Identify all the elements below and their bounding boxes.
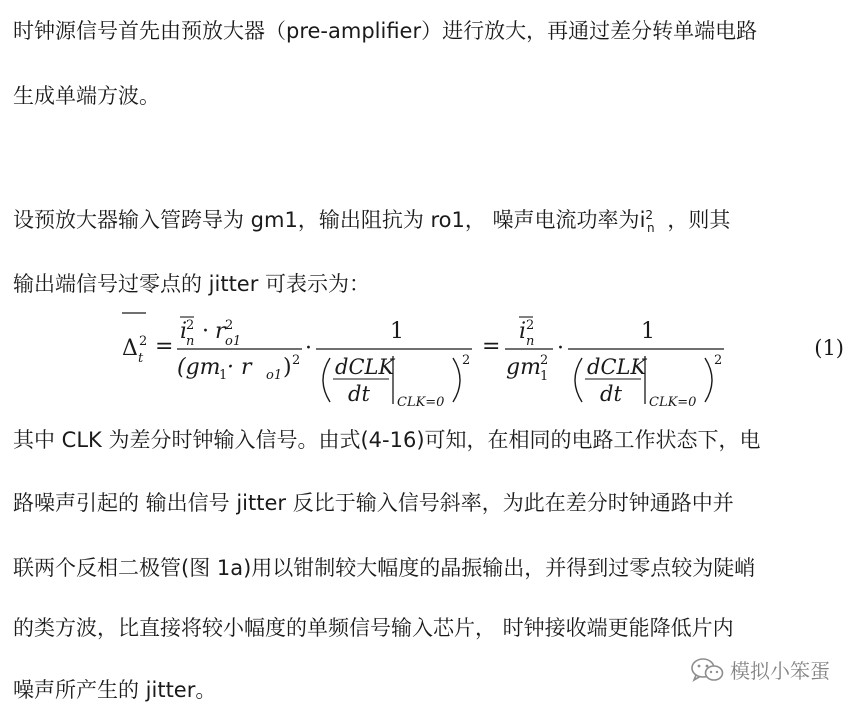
frac3-den-gm: gm — [506, 355, 541, 380]
frac2-sq: 2 — [462, 353, 471, 368]
frac1-num-sq: 2 — [186, 318, 195, 333]
equals-1: = — [155, 334, 174, 359]
paragraph-3-line-2: 路噪声引起的 输出信号 jitter 反比于输入信号斜率，为此在差分时钟通路中并 — [13, 491, 734, 515]
frac4-dclk: dCLK — [587, 355, 647, 379]
dot-1: · — [305, 336, 312, 361]
wechat-icon — [690, 657, 724, 683]
frac4-num-one: 1 — [641, 319, 655, 344]
frac2-dt: dt — [348, 382, 370, 406]
paragraph-3-line-5: 噪声所产生的 jitter。 — [13, 678, 217, 702]
frac1-den-sq: 2 — [292, 353, 301, 368]
equals-2: = — [482, 334, 501, 359]
paragraph-3-line-3: 联两个反相二极管(图 1a)用以钳制较大幅度的晶振输出，并得到过零点较为陡峭 — [13, 556, 756, 580]
frac2-eval-sub: CLK=0 — [397, 395, 445, 410]
frac1-num-r: r — [215, 319, 226, 344]
frac1-den-o1: o1 — [266, 368, 283, 383]
frac3-den-1: 1 — [540, 369, 549, 384]
frac3-num-n: n — [526, 334, 535, 349]
paragraph-1-line-1: 时钟源信号首先由预放大器（pre-amplifier）进行放大，再通过差分转单端电路 — [13, 19, 758, 43]
frac1-den-close: ) — [283, 355, 292, 380]
frac3-num-sq: 2 — [526, 318, 535, 333]
frac2-num-one: 1 — [390, 319, 404, 344]
frac2-paren-right — [453, 358, 460, 402]
frac4-paren-left — [575, 358, 582, 402]
noise-current-symbol: $i^2_n$ — [639, 208, 655, 235]
frac4-dt: dt — [600, 382, 622, 406]
lhs-delta: Δ — [122, 336, 138, 361]
frac1-den-1: 1 — [219, 368, 228, 383]
frac1-num-dot: · — [202, 319, 209, 344]
frac1-num-o1: o1 — [225, 334, 242, 349]
paragraph-2-text-after: ，则其 — [660, 208, 731, 232]
frac2-paren-left — [323, 358, 330, 402]
paragraph-2-text-before: 设预放大器输入管跨导为 gm1，输出阻抗为 ro1， 噪声电流功率为 — [13, 208, 640, 232]
paragraph-1-line-2: 生成单端方波。 — [13, 84, 160, 108]
watermark-text: 模拟小笨蛋 — [730, 659, 830, 683]
paragraph-3-line-4: 的类方波，比直接将较小幅度的单频信号输入芯片， 时钟接收端更能降低片内 — [13, 616, 734, 640]
paragraph-3-line-1: 其中 CLK 为差分时钟输入信号。由式(4-16)可知，在相同的电路工作状态下，电 — [13, 428, 761, 452]
frac1-num-r-sq: 2 — [225, 318, 234, 333]
dot-2: · — [557, 336, 564, 361]
frac1-den-r: · r — [227, 355, 252, 380]
frac1-num-i: i — [180, 319, 188, 344]
frac3-den-sq: 2 — [540, 353, 549, 368]
frac1-num-n: n — [186, 334, 195, 349]
lhs-sup: 2 — [139, 334, 148, 349]
frac4-eval-sub: CLK=0 — [649, 395, 697, 410]
watermark — [690, 655, 830, 684]
frac3-num-i: i — [519, 319, 527, 344]
paragraph-2-line-1 — [13, 206, 730, 237]
frac2-dclk: dCLK — [335, 355, 395, 379]
frac1-den: (gm — [177, 355, 221, 380]
lhs-sub: t — [138, 351, 144, 366]
equation-number: (1) — [814, 336, 844, 360]
jitter-equation — [0, 308, 856, 416]
frac4-paren-right — [705, 358, 712, 402]
paragraph-2-line-2: 输出端信号过零点的 jitter 可表示为： — [13, 272, 371, 296]
frac4-sq: 2 — [714, 353, 723, 368]
